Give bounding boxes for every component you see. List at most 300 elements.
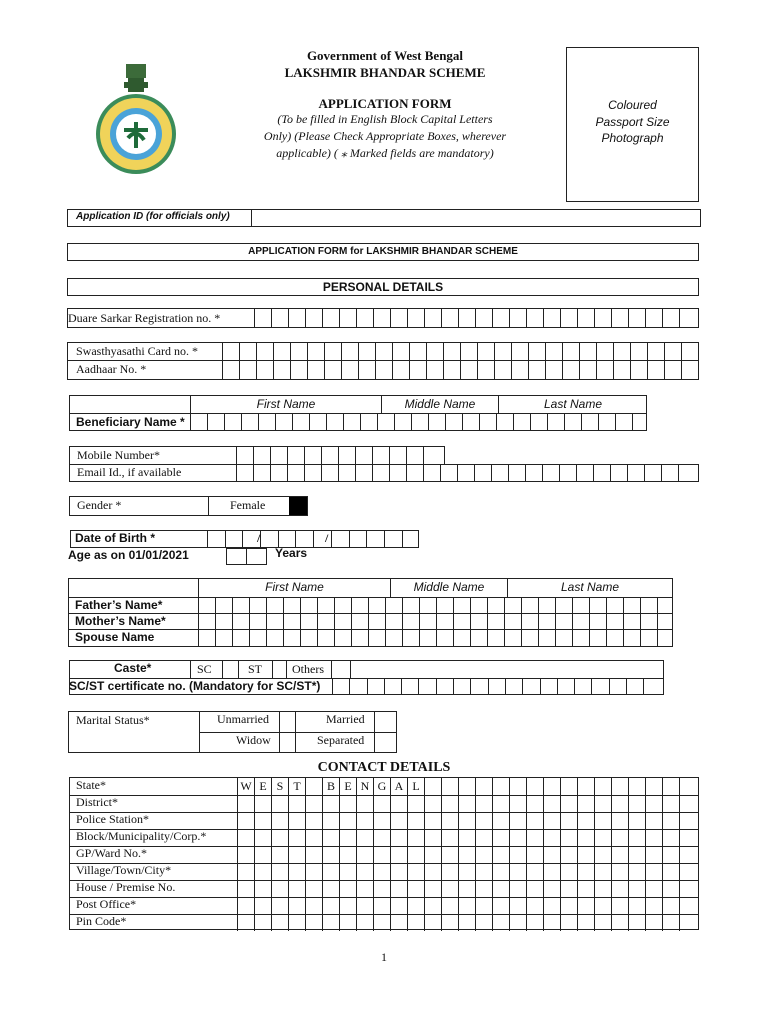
char-cell[interactable] xyxy=(543,778,560,795)
char-cell[interactable] xyxy=(555,598,572,613)
char-cell[interactable] xyxy=(407,829,424,846)
char-cell[interactable] xyxy=(283,630,300,646)
char-cells[interactable] xyxy=(236,465,695,481)
char-cell[interactable] xyxy=(237,897,254,914)
char-cell[interactable] xyxy=(304,447,321,464)
char-cell[interactable] xyxy=(475,897,492,914)
father-name-input[interactable] xyxy=(198,598,672,613)
caste-st-checkbox[interactable] xyxy=(273,661,286,678)
char-cell[interactable] xyxy=(555,614,572,629)
char-cell[interactable] xyxy=(300,630,317,646)
char-cell[interactable] xyxy=(662,812,679,829)
char-cell[interactable] xyxy=(492,846,509,863)
char-cell[interactable] xyxy=(390,795,407,812)
char-cell[interactable] xyxy=(402,531,420,547)
char-cell[interactable] xyxy=(577,778,594,795)
char-cell[interactable] xyxy=(339,778,356,795)
char-cell[interactable] xyxy=(528,343,545,360)
char-cell[interactable] xyxy=(572,598,589,613)
char-cell[interactable] xyxy=(441,880,458,897)
char-cell[interactable] xyxy=(606,614,623,629)
char-cell[interactable] xyxy=(460,343,477,360)
char-cell[interactable] xyxy=(207,531,225,547)
char-cell[interactable] xyxy=(338,465,355,481)
char-cell[interactable] xyxy=(679,812,696,829)
char-cell[interactable] xyxy=(271,880,288,897)
char-cell[interactable] xyxy=(678,465,695,481)
char-cell[interactable] xyxy=(322,795,339,812)
char-cell[interactable] xyxy=(560,795,577,812)
char-cell[interactable] xyxy=(385,598,402,613)
char-cell[interactable] xyxy=(509,914,526,931)
char-cell[interactable] xyxy=(504,598,521,613)
char-cell[interactable] xyxy=(356,829,373,846)
char-cell[interactable] xyxy=(562,361,579,379)
married-checkbox[interactable] xyxy=(375,712,396,732)
char-cell[interactable] xyxy=(324,343,341,360)
char-cell[interactable] xyxy=(628,914,645,931)
char-cell[interactable] xyxy=(628,795,645,812)
char-cell[interactable] xyxy=(407,863,424,880)
char-cell[interactable] xyxy=(368,630,385,646)
char-cell[interactable] xyxy=(525,465,542,481)
char-cell[interactable] xyxy=(509,863,526,880)
char-cell[interactable] xyxy=(579,361,596,379)
char-cell[interactable] xyxy=(271,846,288,863)
char-cell[interactable] xyxy=(237,846,254,863)
char-cell[interactable] xyxy=(581,414,598,430)
char-cell[interactable] xyxy=(271,795,288,812)
char-cell[interactable] xyxy=(436,679,453,694)
char-cell[interactable] xyxy=(509,897,526,914)
char-cell[interactable] xyxy=(628,880,645,897)
char-cell[interactable] xyxy=(511,343,528,360)
char-cell[interactable] xyxy=(343,414,360,430)
char-cell[interactable] xyxy=(509,812,526,829)
char-cell[interactable] xyxy=(254,829,271,846)
char-cell[interactable] xyxy=(606,598,623,613)
char-cell[interactable] xyxy=(334,614,351,629)
char-cell[interactable] xyxy=(645,897,662,914)
char-cell[interactable] xyxy=(423,447,440,464)
char-cell[interactable] xyxy=(424,309,441,327)
char-cell[interactable] xyxy=(271,309,288,327)
char-cell[interactable] xyxy=(492,880,509,897)
char-cell[interactable] xyxy=(645,812,662,829)
char-cell[interactable] xyxy=(436,598,453,613)
char-cell[interactable] xyxy=(509,880,526,897)
char-cell[interactable] xyxy=(479,414,496,430)
char-cell[interactable] xyxy=(528,361,545,379)
char-cell[interactable] xyxy=(424,812,441,829)
char-cell[interactable] xyxy=(661,465,678,481)
char-cell[interactable] xyxy=(366,531,384,547)
char-cell[interactable] xyxy=(373,914,390,931)
char-cell[interactable] xyxy=(679,914,696,931)
char-cell[interactable] xyxy=(488,679,505,694)
char-cell[interactable] xyxy=(349,679,366,694)
char-cell[interactable] xyxy=(356,897,373,914)
char-cell[interactable] xyxy=(630,343,647,360)
char-cell[interactable] xyxy=(453,679,470,694)
char-cell[interactable] xyxy=(331,531,349,547)
char-cell[interactable] xyxy=(526,829,543,846)
char-cell[interactable] xyxy=(547,414,564,430)
char-cell[interactable] xyxy=(543,795,560,812)
duare-sarkar-field[interactable] xyxy=(67,308,699,328)
char-cell[interactable] xyxy=(662,778,679,795)
dob-field[interactable] xyxy=(70,530,419,548)
char-cell[interactable] xyxy=(477,361,494,379)
unmarried-checkbox[interactable] xyxy=(280,712,295,732)
char-cell[interactable] xyxy=(258,414,275,430)
char-cell[interactable] xyxy=(458,829,475,846)
char-cell[interactable] xyxy=(681,343,698,360)
char-cell[interactable] xyxy=(407,778,424,795)
char-cell[interactable] xyxy=(440,465,457,481)
char-cell[interactable] xyxy=(441,795,458,812)
char-cell[interactable] xyxy=(492,778,509,795)
char-cell[interactable] xyxy=(273,343,290,360)
char-cell[interactable] xyxy=(458,863,475,880)
beneficiary-name-field[interactable] xyxy=(69,395,647,431)
char-cell[interactable] xyxy=(424,880,441,897)
char-cell[interactable] xyxy=(384,531,402,547)
char-cell[interactable] xyxy=(237,880,254,897)
char-cell[interactable] xyxy=(428,414,445,430)
char-cell[interactable] xyxy=(271,778,288,795)
char-cell[interactable] xyxy=(543,846,560,863)
char-cell[interactable] xyxy=(543,914,560,931)
char-cell[interactable] xyxy=(628,897,645,914)
char-cell[interactable] xyxy=(351,614,368,629)
char-cell[interactable] xyxy=(373,795,390,812)
char-cell[interactable] xyxy=(237,795,254,812)
char-cell[interactable] xyxy=(271,829,288,846)
char-cell[interactable] xyxy=(418,679,435,694)
char-cell[interactable] xyxy=(411,414,428,430)
char-cell[interactable] xyxy=(610,465,627,481)
char-cell[interactable] xyxy=(334,630,351,646)
char-cell[interactable] xyxy=(662,914,679,931)
char-cell[interactable] xyxy=(321,447,338,464)
char-cell[interactable] xyxy=(470,598,487,613)
char-cell[interactable] xyxy=(577,914,594,931)
char-cell[interactable] xyxy=(679,846,696,863)
char-cell[interactable] xyxy=(309,414,326,430)
char-cell[interactable] xyxy=(373,778,390,795)
char-cell[interactable] xyxy=(645,914,662,931)
char-cell[interactable] xyxy=(509,829,526,846)
char-cell[interactable] xyxy=(470,614,487,629)
spouse-name-input[interactable] xyxy=(198,630,672,646)
char-cell[interactable] xyxy=(190,414,207,430)
char-cell[interactable] xyxy=(300,614,317,629)
char-cell[interactable] xyxy=(623,614,640,629)
char-cell[interactable] xyxy=(351,630,368,646)
char-cell[interactable] xyxy=(526,778,543,795)
char-cell[interactable] xyxy=(249,614,266,629)
char-cell[interactable] xyxy=(538,630,555,646)
char-cell[interactable] xyxy=(628,309,645,327)
char-cell[interactable] xyxy=(198,614,215,629)
char-cell[interactable] xyxy=(628,863,645,880)
char-cell[interactable] xyxy=(441,846,458,863)
char-cell[interactable] xyxy=(237,863,254,880)
char-cell[interactable] xyxy=(577,880,594,897)
char-cell[interactable] xyxy=(509,778,526,795)
char-cell[interactable] xyxy=(254,795,271,812)
char-cell[interactable] xyxy=(334,598,351,613)
char-cell[interactable] xyxy=(288,846,305,863)
application-id-field[interactable] xyxy=(67,209,701,227)
char-cell[interactable] xyxy=(679,309,696,327)
char-cell[interactable] xyxy=(409,343,426,360)
char-cell[interactable] xyxy=(390,309,407,327)
char-cell[interactable] xyxy=(647,361,664,379)
char-cell[interactable] xyxy=(322,778,339,795)
char-cell[interactable] xyxy=(609,679,626,694)
char-cell[interactable] xyxy=(224,414,241,430)
char-cell[interactable] xyxy=(249,598,266,613)
char-cells[interactable] xyxy=(332,679,661,694)
char-cell[interactable] xyxy=(662,897,679,914)
char-cell[interactable] xyxy=(577,897,594,914)
char-cell[interactable] xyxy=(662,880,679,897)
char-cell[interactable] xyxy=(594,846,611,863)
char-cell[interactable] xyxy=(628,846,645,863)
contact-row-input[interactable] xyxy=(237,897,698,914)
char-cell[interactable] xyxy=(385,630,402,646)
char-cell[interactable] xyxy=(509,795,526,812)
char-cell[interactable] xyxy=(679,897,696,914)
char-cell[interactable] xyxy=(392,361,409,379)
email-field[interactable] xyxy=(69,464,699,482)
char-cell[interactable] xyxy=(341,361,358,379)
char-cell[interactable] xyxy=(572,630,589,646)
char-cell[interactable] xyxy=(295,531,313,547)
char-cell[interactable] xyxy=(679,863,696,880)
char-cell[interactable] xyxy=(494,361,511,379)
char-cell[interactable] xyxy=(392,343,409,360)
char-cell[interactable] xyxy=(222,361,239,379)
char-cell[interactable] xyxy=(475,846,492,863)
char-cell[interactable] xyxy=(339,914,356,931)
char-cell[interactable] xyxy=(457,465,474,481)
char-cell[interactable] xyxy=(424,914,441,931)
char-cell[interactable] xyxy=(349,531,367,547)
char-cells[interactable] xyxy=(236,447,440,464)
char-cell[interactable] xyxy=(288,914,305,931)
char-cell[interactable] xyxy=(288,812,305,829)
char-cell[interactable] xyxy=(423,465,440,481)
char-cell[interactable] xyxy=(470,630,487,646)
char-cell[interactable] xyxy=(594,829,611,846)
char-cell[interactable] xyxy=(577,309,594,327)
char-cell[interactable] xyxy=(560,829,577,846)
char-cell[interactable] xyxy=(239,343,256,360)
contact-row-input[interactable] xyxy=(237,863,698,880)
char-cell[interactable] xyxy=(623,630,640,646)
char-cell[interactable] xyxy=(645,778,662,795)
char-cell[interactable] xyxy=(326,414,343,430)
char-cell[interactable] xyxy=(283,614,300,629)
char-cell[interactable] xyxy=(254,914,271,931)
char-cell[interactable] xyxy=(572,614,589,629)
char-cell[interactable] xyxy=(290,361,307,379)
char-cell[interactable] xyxy=(407,897,424,914)
char-cell[interactable] xyxy=(390,914,407,931)
char-cell[interactable] xyxy=(538,614,555,629)
char-cell[interactable] xyxy=(390,812,407,829)
char-cell[interactable] xyxy=(643,679,660,694)
char-cell[interactable] xyxy=(368,598,385,613)
char-cell[interactable] xyxy=(526,897,543,914)
char-cell[interactable] xyxy=(560,897,577,914)
contact-row-input[interactable] xyxy=(237,829,698,846)
char-cell[interactable] xyxy=(545,343,562,360)
char-cell[interactable] xyxy=(207,414,224,430)
char-cell[interactable] xyxy=(611,863,628,880)
contact-row-input[interactable] xyxy=(237,880,698,897)
char-cell[interactable] xyxy=(475,914,492,931)
char-cell[interactable] xyxy=(338,447,355,464)
char-cell[interactable] xyxy=(237,914,254,931)
char-cells[interactable] xyxy=(198,614,674,629)
char-cell[interactable] xyxy=(645,880,662,897)
char-cell[interactable] xyxy=(611,846,628,863)
char-cell[interactable] xyxy=(591,679,608,694)
char-cell[interactable] xyxy=(225,531,243,547)
aadhaar-input[interactable] xyxy=(222,361,698,379)
char-cell[interactable] xyxy=(509,846,526,863)
char-cell[interactable] xyxy=(594,309,611,327)
char-cell[interactable] xyxy=(372,465,389,481)
char-cell[interactable] xyxy=(530,414,547,430)
char-cell[interactable] xyxy=(577,795,594,812)
char-cell[interactable] xyxy=(419,630,436,646)
char-cell[interactable] xyxy=(645,795,662,812)
char-cell[interactable] xyxy=(611,914,628,931)
mobile-field[interactable] xyxy=(69,446,445,465)
char-cell[interactable] xyxy=(589,630,606,646)
char-cell[interactable] xyxy=(341,343,358,360)
char-cell[interactable] xyxy=(407,914,424,931)
char-cell[interactable] xyxy=(305,829,322,846)
char-cell[interactable] xyxy=(611,880,628,897)
char-cell[interactable] xyxy=(317,614,334,629)
char-cell[interactable] xyxy=(611,812,628,829)
char-cell[interactable] xyxy=(492,795,509,812)
char-cell[interactable] xyxy=(509,309,526,327)
char-cell[interactable] xyxy=(492,829,509,846)
char-cell[interactable] xyxy=(305,795,322,812)
char-cell[interactable] xyxy=(271,914,288,931)
char-cell[interactable] xyxy=(458,795,475,812)
char-cell[interactable] xyxy=(358,343,375,360)
char-cell[interactable] xyxy=(626,679,643,694)
char-cell[interactable] xyxy=(322,846,339,863)
char-cell[interactable] xyxy=(526,812,543,829)
contact-row-input[interactable] xyxy=(237,812,698,829)
char-cell[interactable] xyxy=(355,465,372,481)
char-cell[interactable] xyxy=(372,447,389,464)
char-cell[interactable] xyxy=(679,880,696,897)
char-cell[interactable] xyxy=(360,414,377,430)
char-cell[interactable] xyxy=(460,361,477,379)
char-cell[interactable] xyxy=(593,465,610,481)
char-cell[interactable] xyxy=(645,846,662,863)
char-cell[interactable] xyxy=(662,829,679,846)
char-cell[interactable] xyxy=(322,829,339,846)
char-cell[interactable] xyxy=(419,598,436,613)
char-cell[interactable] xyxy=(305,880,322,897)
char-cell[interactable] xyxy=(475,880,492,897)
char-cell[interactable] xyxy=(594,812,611,829)
char-cell[interactable] xyxy=(339,846,356,863)
char-cell[interactable] xyxy=(443,361,460,379)
char-cell[interactable] xyxy=(373,897,390,914)
char-cell[interactable] xyxy=(494,343,511,360)
char-cell[interactable] xyxy=(324,361,341,379)
char-cell[interactable] xyxy=(232,598,249,613)
char-cell[interactable] xyxy=(321,465,338,481)
char-cell[interactable] xyxy=(278,531,296,547)
char-cell[interactable] xyxy=(441,309,458,327)
char-cell[interactable] xyxy=(419,614,436,629)
char-cell[interactable] xyxy=(253,465,270,481)
char-cell[interactable] xyxy=(560,914,577,931)
char-cells[interactable] xyxy=(207,531,419,547)
char-cell[interactable] xyxy=(521,614,538,629)
char-cells[interactable] xyxy=(198,630,674,646)
char-cell[interactable] xyxy=(645,309,662,327)
char-cell[interactable] xyxy=(681,361,698,379)
char-cell[interactable] xyxy=(560,309,577,327)
char-cell[interactable] xyxy=(458,880,475,897)
char-cell[interactable] xyxy=(287,465,304,481)
char-cell[interactable] xyxy=(322,897,339,914)
char-cell[interactable] xyxy=(271,897,288,914)
char-cell[interactable] xyxy=(441,897,458,914)
char-cell[interactable] xyxy=(260,531,278,547)
char-cell[interactable] xyxy=(275,414,292,430)
char-cell[interactable] xyxy=(384,679,401,694)
char-cell[interactable] xyxy=(288,880,305,897)
char-cell[interactable] xyxy=(594,795,611,812)
char-cell[interactable] xyxy=(577,846,594,863)
char-cell[interactable] xyxy=(322,863,339,880)
char-cell[interactable] xyxy=(232,614,249,629)
char-cell[interactable] xyxy=(305,846,322,863)
char-cell[interactable] xyxy=(424,829,441,846)
char-cell[interactable] xyxy=(288,829,305,846)
char-cell[interactable] xyxy=(266,598,283,613)
char-cell[interactable] xyxy=(373,863,390,880)
char-cell[interactable] xyxy=(662,309,679,327)
char-cell[interactable] xyxy=(198,598,215,613)
char-cell[interactable] xyxy=(521,630,538,646)
char-cell[interactable] xyxy=(679,778,696,795)
char-cell[interactable] xyxy=(560,863,577,880)
char-cell[interactable] xyxy=(492,812,509,829)
char-cell[interactable] xyxy=(406,447,423,464)
char-cells[interactable] xyxy=(198,598,674,613)
char-cell[interactable] xyxy=(526,863,543,880)
char-cell[interactable] xyxy=(249,630,266,646)
char-cell[interactable] xyxy=(491,465,508,481)
char-cell[interactable] xyxy=(356,880,373,897)
